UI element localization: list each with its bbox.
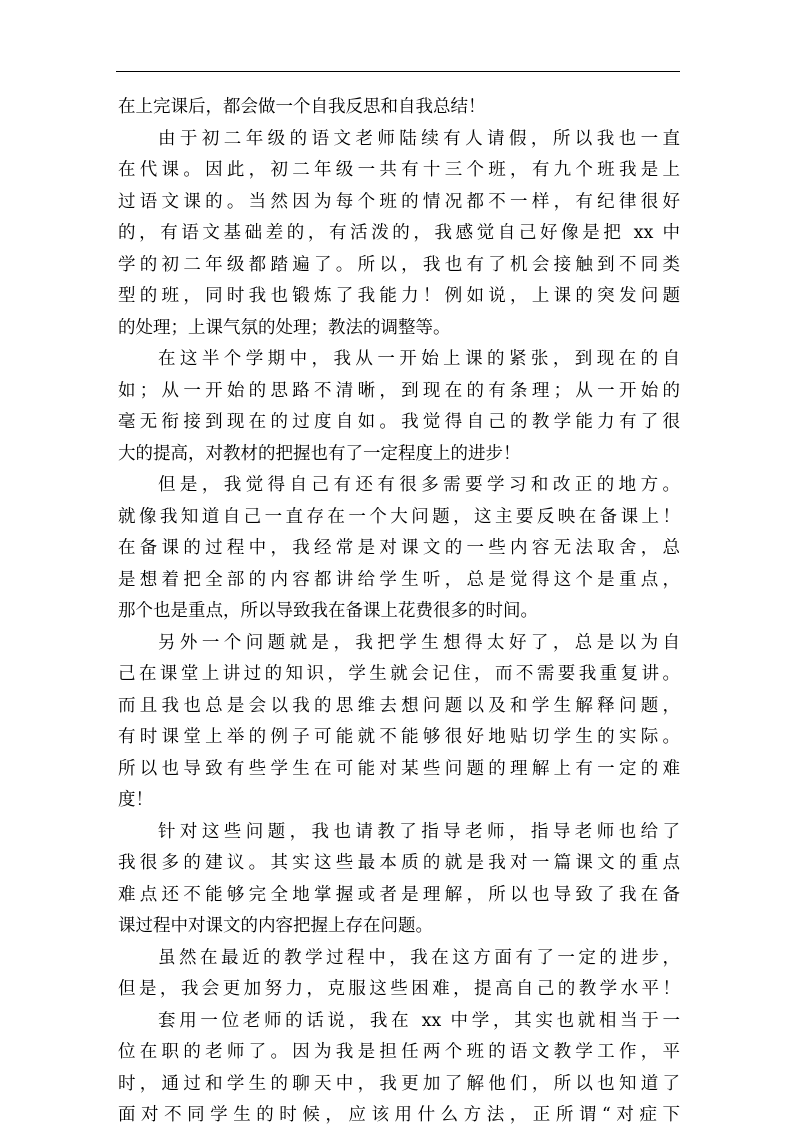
text-line: 在这半个学期中，我从一开始上课的紧张，到现在的自 [158, 349, 680, 369]
text-line: 的处理；上课气氛的处理；教法的调整等。 [118, 317, 451, 338]
text-line: 时，通过和学生的聊天中，我更加了解他们，所以也知道了 [118, 1073, 680, 1094]
text-line: 套用一位老师的话说，我在 xx 中学，其实也就相当于一 [158, 1010, 680, 1031]
document-body [118, 92, 680, 1132]
text-line: 但是，我会更加努力，克服这些困难，提高自己的教学水平！ [118, 979, 680, 999]
text-line: 过语文课的。当然因为每个班的情况都不一样，有纪律很好 [118, 191, 680, 212]
text-line: 所以也导致有些学生在可能对某些问题的理解上有一定的难 [118, 758, 680, 779]
text-line: 我很多的建议。其实这些最本质的就是我对一篇课文的重点 [118, 853, 680, 873]
text-line: 有时课堂上举的例子可能就不能够很好地贴切学生的实际。 [118, 727, 680, 747]
text-line: 在代课。因此，初二年级一共有十三个班，有九个班我是上 [118, 160, 680, 180]
text-line: 针对这些问题，我也请教了指导老师，指导老师也给了 [158, 821, 680, 842]
header-rule [116, 71, 680, 72]
text-line: 己在课堂上讲过的知识，学生就会记住，而不需要我重复讲。 [118, 664, 680, 684]
text-line: 在备课的过程中，我经常是对课文的一些内容无法取舍，总 [118, 538, 680, 558]
text-line: 就像我知道自己一直存在一个大问题，这主要反映在备课上！ [118, 506, 680, 527]
text-line: 大的提高，对教材的把握也有了一定程度上的进步！ [118, 443, 521, 464]
text-line: 型的班，同时我也锻炼了我能力！例如说，上课的突发问题 [118, 286, 680, 306]
text-line: 毫无衔接到现在的过度自如。我觉得自己的教学能力有了很 [118, 412, 680, 432]
text-line: 学的初二年级都踏遍了。所以，我也有了机会接触到不同类 [118, 254, 680, 275]
text-line: 另外一个问题就是，我把学生想得太好了，总是以为自 [158, 632, 680, 653]
text-line: 虽然在最近的教学过程中，我在这方面有了一定的进步， [158, 947, 680, 968]
text-line: 在上完课后，都会做一个自我反思和自我总结！ [118, 97, 486, 117]
text-line: 是想着把全部的内容都讲给学生听，总是觉得这个是重点， [118, 569, 680, 590]
text-line: 的，有语文基础差的，有活泼的，我感觉自己好像是把 xx 中 [118, 223, 680, 243]
text-line: 难点还不能够完全地掌握或者是理解，所以也导致了我在备 [118, 884, 680, 905]
text-line: 但是，我觉得自己有还有很多需要学习和改正的地方。 [158, 475, 680, 495]
text-line: 位在职的老师了。因为我是担任两个班的语文教学工作，平 [118, 1042, 680, 1062]
text-line: 度！ [118, 790, 153, 810]
text-line: 由于初二年级的语文老师陆续有人请假，所以我也一直 [158, 128, 680, 149]
text-line: 而且我也总是会以我的思维去想问题以及和学生解释问题， [118, 695, 680, 716]
text-line: 如；从一开始的思路不清晰，到现在的有条理；从一开始的 [118, 380, 680, 401]
text-line: 课过程中对课文的内容把握上存在问题。 [118, 916, 433, 936]
text-line: 那个也是重点，所以导致我在备课上花费很多的时间。 [118, 601, 538, 621]
text-line: 面对不同学生的时候，应该用什么方法，正所谓“对症下 [118, 1105, 680, 1125]
